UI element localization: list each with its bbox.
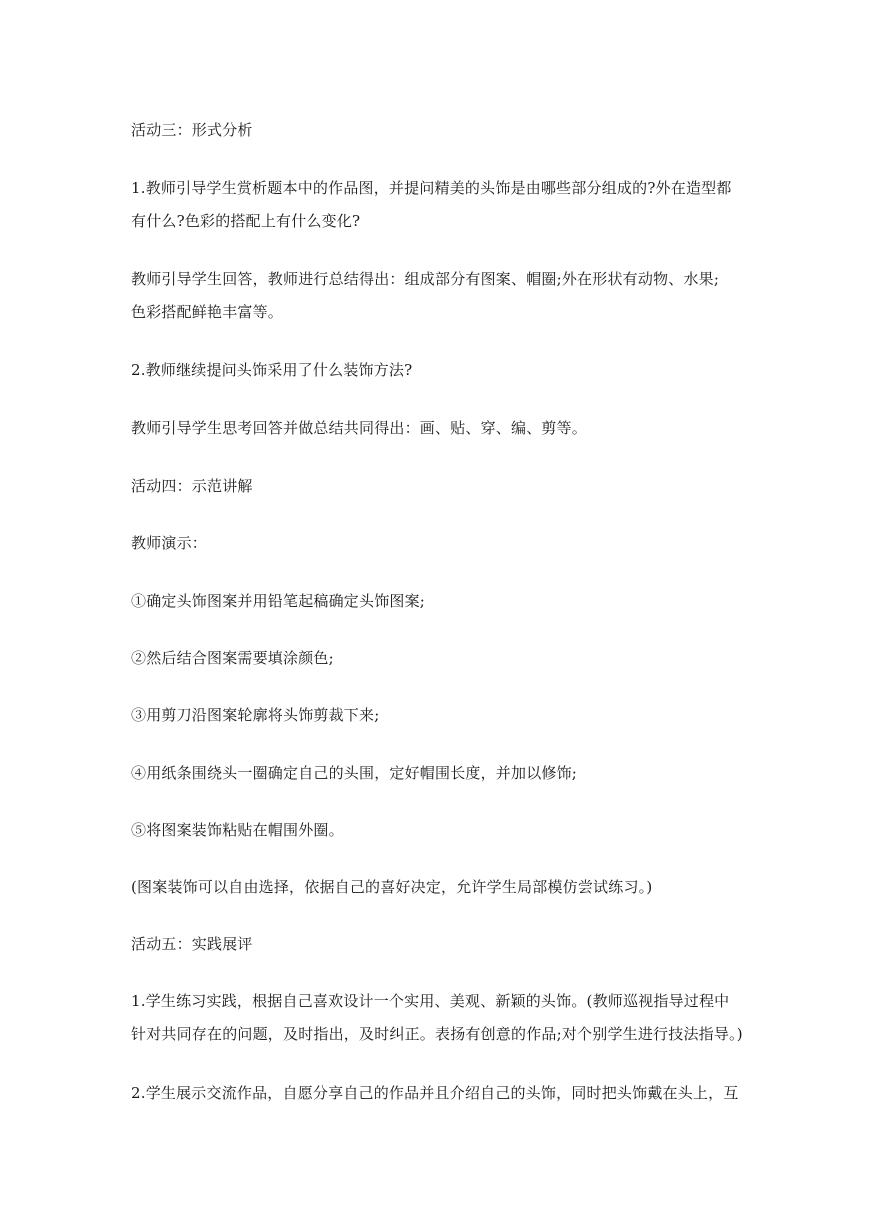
paragraph-line: (图案装饰可以自由选择，依据自己的喜好决定，允许学生局部模仿尝试练习。) <box>131 878 653 896</box>
step-item: ④用纸条围绕头一圈确定自己的头围，定好帽围长度，并加以修饰; <box>131 764 578 782</box>
paragraph-line: 1.教师引导学生赏析题本中的作品图，并提问精美的头饰是由哪些部分组成的?外在造型都 <box>131 179 732 197</box>
heading-activity-4: 活动四：示范讲解 <box>131 477 253 495</box>
paragraph-line: 有什么?色彩的搭配上有什么变化? <box>131 212 361 230</box>
step-item: ③用剪刀沿图案轮廓将头饰剪裁下来; <box>131 706 380 724</box>
step-item: ②然后结合图案需要填涂颜色; <box>131 649 334 667</box>
paragraph-line: 色彩搭配鲜艳丰富等。 <box>131 303 284 321</box>
paragraph-line: 2.教师继续提问头饰采用了什么装饰方法? <box>131 361 413 379</box>
paragraph-line: 教师引导学生回答，教师进行总结得出：组成部分有图案、帽圈;外在形状有动物、水果; <box>131 270 720 288</box>
step-item: ①确定头饰图案并用铅笔起稿确定头饰图案; <box>131 592 426 610</box>
paragraph-line: 针对共同存在的问题，及时指出，及时纠正。表扬有创意的作品;对个别学生进行技法指导。) <box>131 1025 743 1043</box>
heading-activity-5: 活动五：实践展评 <box>131 935 253 953</box>
step-item: ⑤将图案装饰粘贴在帽围外圈。 <box>131 821 344 839</box>
paragraph-line: 2.学生展示交流作品，自愿分享自己的作品并且介绍自己的头饰，同时把头饰戴在头上，互 <box>131 1084 739 1102</box>
heading-activity-3: 活动三：形式分析 <box>131 121 253 139</box>
paragraph-line: 教师演示： <box>131 534 208 552</box>
paragraph-line: 教师引导学生思考回答并做总结共同得出：画、贴、穿、编、剪等。 <box>131 419 588 437</box>
paragraph-line: 1.学生练习实践，根据自己喜欢设计一个实用、美观、新颖的头饰。(教师巡视指导过程中 <box>131 992 730 1010</box>
